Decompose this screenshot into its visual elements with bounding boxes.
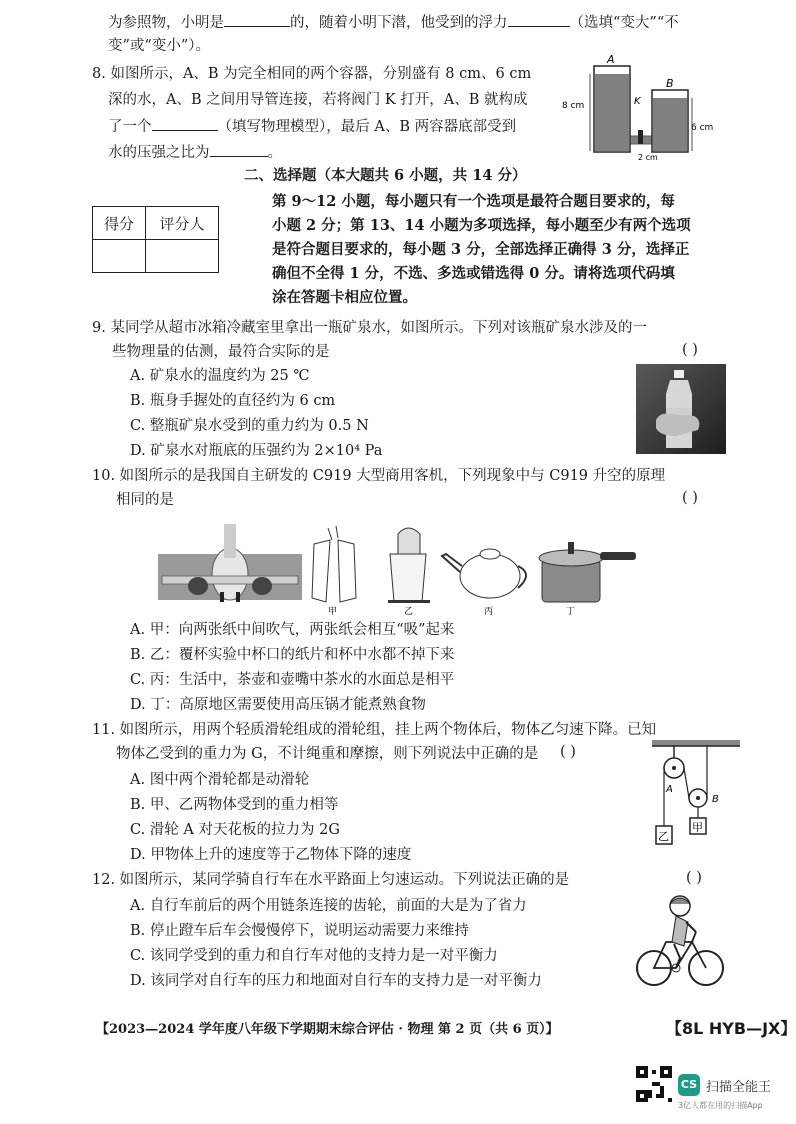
section2-intro-5: 涂在答题卡相应位置。 (272, 289, 417, 306)
c919-airplane-figure (158, 524, 302, 602)
q10-option-a[interactable]: A. 甲：向两张纸中间吹气，两张纸会相互“吸”起来 (130, 622, 455, 638)
section2-intro-4: 确但不全得 1 分，不选、多选或错选得 0 分。请将选项代码填 (272, 265, 675, 282)
label-pulley-b: B (712, 794, 719, 805)
q8-line1: 8. 如图所示，A、B 为完全相同的两个容器，分别盛有 8 cm、6 cm (92, 66, 532, 82)
q11-answer-paren[interactable]: ( ) (560, 744, 576, 760)
q9-bottle-photo (636, 364, 726, 454)
label-k: K (634, 96, 641, 107)
label-yi: 乙 (404, 607, 414, 617)
bike-frame (654, 942, 692, 968)
q9-option-c[interactable]: C. 整瓶矿泉水受到的重力约为 0.5 N (130, 418, 369, 434)
ceiling (652, 740, 740, 746)
fig-jia-papers (312, 526, 356, 617)
water-a (595, 74, 629, 151)
bottle-cap (674, 370, 684, 378)
label-object-yi: 乙 (658, 830, 669, 843)
label-ding: 丁 (566, 607, 576, 617)
q9-option-d[interactable]: D. 矿泉水对瓶底的压强约为 2×10⁴ Pa (130, 443, 383, 459)
section2-intro-3: 是符合题目要求的，每小题 3 分，全部选择正确得 3 分，选择正 (272, 241, 690, 258)
q8-line2: 深的水，A、B 之间用导管连接，若将阀门 K 打开，A、B 就构成 (108, 92, 528, 108)
section2-intro-1: 第 9～12 小题，每小题只有一个选项是最符合题目要求的，每 (272, 193, 675, 210)
grader-cell[interactable] (146, 240, 219, 273)
q10-answer-paren[interactable]: ( ) (682, 490, 698, 506)
fig-yi-cup (388, 528, 430, 617)
q12-option-d[interactable]: D. 该同学对自行车的压力和地面对自行车的支持力是一对平衡力 (130, 973, 542, 989)
q12-stem: 12. 如图所示，某同学骑自行车在水平路面上匀速运动。下列说法正确的是 (92, 872, 570, 888)
label-bing: 丙 (484, 607, 494, 617)
camscanner-tagline: 3亿人都在用的扫描App (678, 1101, 763, 1110)
valve-k (638, 130, 643, 144)
score-cell[interactable] (93, 240, 146, 273)
q9-answer-paren[interactable]: ( ) (682, 342, 698, 358)
grader-col-header: 评分人 (146, 207, 219, 240)
q11-option-c[interactable]: C. 滑轮 A 对天花板的拉力为 2G (130, 822, 340, 838)
q10-option-c[interactable]: C. 丙：生活中，茶壶和壶嘴中茶水的水面总是相平 (130, 672, 455, 688)
page-footer: 【2023—2024 学年度八年级下学期期末综合评估 · 物理 第 2 页（共 6 页）】 (96, 1022, 559, 1037)
label-object-jia: 甲 (692, 821, 703, 834)
q11-stem-line1: 11. 如图所示，用两个轻质滑轮组成的滑轮组，挂上两个物体后，物体乙匀速下降。已知 (92, 722, 657, 738)
q12-option-a[interactable]: A. 自行车前后的两个用链条连接的齿轮，前面的大是为了省力 (130, 898, 527, 914)
q9-option-a[interactable]: A. 矿泉水的温度约为 25 ℃ (130, 368, 310, 384)
q11-pulley-figure (652, 740, 742, 852)
camscanner-logo-icon: CS (678, 1074, 700, 1096)
q11-option-a[interactable]: A. 图中两个滑轮都是动滑轮 (130, 772, 310, 788)
q8-line4: 水的压强之比为 。 (108, 142, 282, 163)
qr-code-icon (636, 1066, 672, 1102)
q11-option-d[interactable]: D. 甲物体上升的速度等于乙物体下降的速度 (130, 847, 412, 863)
dim-pipe: 2 cm (638, 153, 658, 162)
camscanner-brand: 扫描全能王 (706, 1080, 772, 1095)
label-pulley-a: A (666, 784, 673, 795)
section2-intro-2: 小题 2 分；第 13、14 小题为多项选择，每小题至少有两个选项 (272, 217, 691, 234)
fig-ding-pressure-cooker (539, 542, 636, 617)
q9-stem-line2: 些物理量的估测，最符合实际的是 (112, 344, 330, 360)
water-b (653, 98, 687, 151)
q10-stem-line2: 相同的是 (116, 492, 174, 508)
q10-option-b[interactable]: B. 乙：覆杯实验中杯口的纸片和杯中水都不掉下来 (130, 647, 455, 663)
q12-cyclist-figure (632, 892, 728, 992)
paper-code: 【8L HYB—JX】 (666, 1019, 796, 1038)
label-a: A (607, 53, 615, 66)
dim-a: 8 cm (562, 101, 585, 111)
fig-bing-teapot (442, 549, 526, 617)
section2-title: 二、选择题（本大题共 6 小题，共 14 分） (244, 167, 527, 184)
q9-option-b[interactable]: B. 瓶身手握处的直径约为 6 cm (130, 393, 336, 409)
score-table (92, 206, 219, 273)
dim-b: 6 cm (691, 123, 714, 133)
q12-option-c[interactable]: C. 该同学受到的重力和自行车对他的支持力是一对平衡力 (130, 948, 498, 964)
q11-stem-line2: 物体乙受到的重力为 G，不计绳重和摩擦，则下列说法中正确的是 (116, 746, 539, 762)
q10-figures (158, 514, 638, 616)
score-col-header: 得分 (93, 207, 146, 240)
q10-option-d[interactable]: D. 丁：高原地区需要使用高压锅才能煮熟食物 (130, 697, 426, 713)
q8-container-figure (560, 52, 714, 162)
q9-stem-line1: 9. 某同学从超市冰箱冷藏室里拿出一瓶矿泉水，如图所示。下列对该瓶矿泉水涉及的一 (92, 320, 647, 336)
q7-tail-line2: 变”或“变小”）。 (108, 38, 210, 54)
q11-option-b[interactable]: B. 甲、乙两物体受到的重力相等 (130, 797, 339, 813)
label-jia: 甲 (328, 607, 338, 617)
q10-stem-line1: 10. 如图所示的是我国自主研发的 C919 大型商用客机，下列现象中与 C919 升空的原理 (92, 468, 666, 484)
label-b: B (666, 77, 674, 90)
q12-option-b[interactable]: B. 停止蹬车后车会慢慢停下，说明运动需要力来维持 (130, 923, 469, 939)
q12-answer-paren[interactable]: ( ) (686, 870, 702, 886)
q8-line3: 了一个 （填写物理模型），最后 A、B 两容器底部受到 (108, 116, 516, 137)
q7-tail-line1: 为参照物，小明是 的，随着小明下潜，他受到的浮力 （选填“变大”“不 (108, 12, 679, 33)
